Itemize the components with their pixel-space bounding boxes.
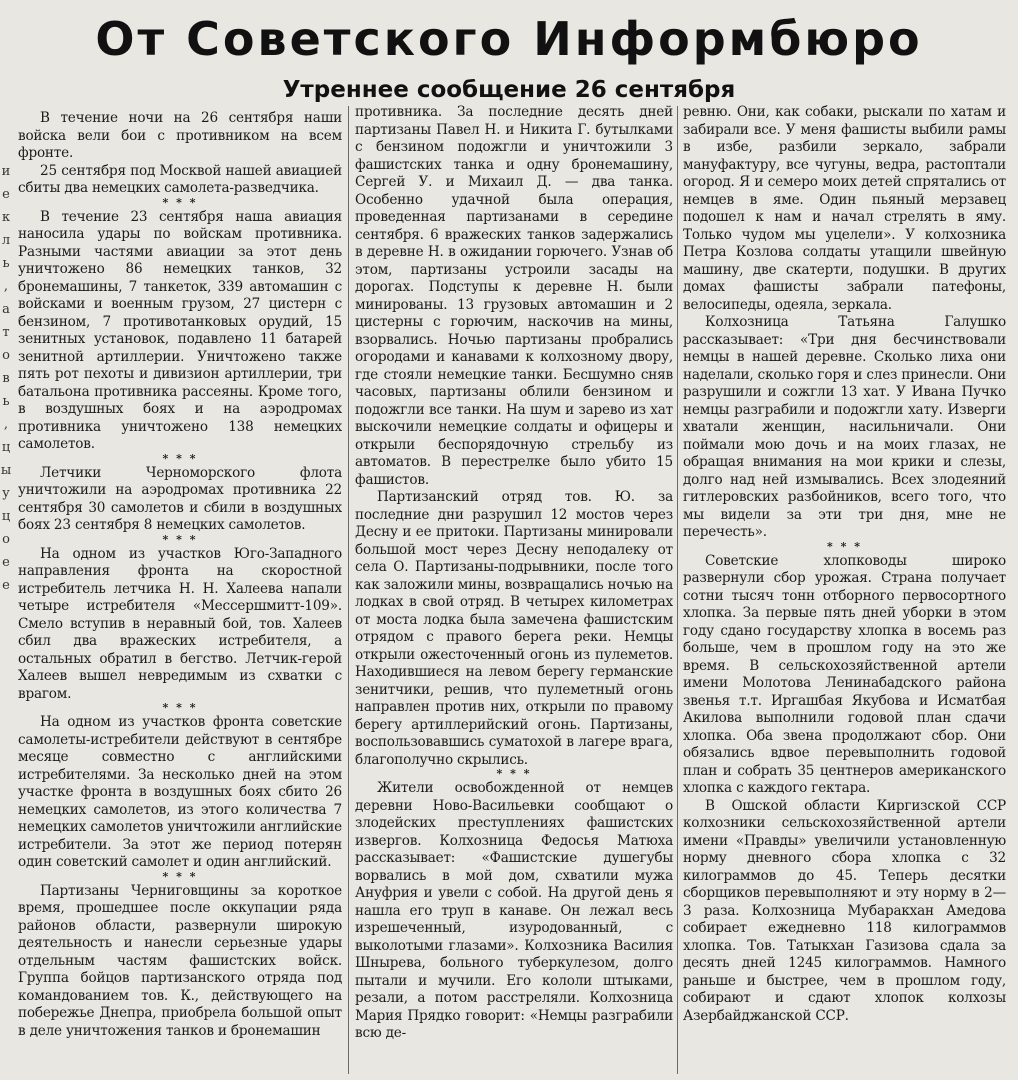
- section-separator: * * *: [496, 767, 532, 780]
- left-margin-fragment: и е к л ь , а т о в ь , ц ы у ц о е е: [0, 164, 12, 593]
- section-separator: * * *: [162, 532, 198, 546]
- article-paragraph: Летчики Черноморского флота уничтожили на аэродромах противника 22 сентября 30 самолетов и сбили в воздушных боях 23 сентября 8 немецких самолетов.: [18, 464, 342, 533]
- column-rule: [348, 106, 349, 1074]
- page-subtitle: Утреннее сообщение 26 сентября: [282, 77, 736, 103]
- article-paragraph: Жители освобожденной от немцев деревни Ново-Васильевки сообщают о злодейских преступлениях фашистских извергов. Колхозница Федосья Матюха рассказывает: «Фашистские душегубы ворвались в мой дом, схватили мужа Ануфрия и увели с собой. На другой день я нашла его труп в канаве. Он лежал весь изрешеченный, изуродованный, с выколотыми глазами». Колхозника Василия Шнырева, больного туберкулезом, долго пытали и мучили. Его кололи штыками, резали, а потом расстреляли. Колхозница Мария Прядко говорит: «Немцы разграбили всю де-: [355, 780, 673, 1041]
- article-paragraph: В течение 23 сентября наша авиация наносила удары по войскам противника. Разными частями авиации за этот день уничтожено 86 немецких танков, 32 бронемашины, 7 танкеток, 339 автомашин с войсками и военным грузом, 27 цистерн с бензином, 7 противотанковых орудий, 15 зенитных установок, подавлено 11 батарей зенитной артиллерии. Уничтожено также пять рот пехоты и дивизион артиллерии, три батальона противника рассеяны. Кроме того, в воздушных боях и на аэродромах противника уничтожено 138 немецких самолетов.: [18, 208, 342, 452]
- article-paragraph: На одном из участков фронта советские самолеты-истребители действуют в сентябре месяце совместно с английскими истребителями. За несколько дней на этом участке фронта в воздушных боях сбито 26 немецких самолетов, из этого количества 7 немецких самолетов уничтожили английские истребители. За этот же период потерян один советский самолет и один английский.: [18, 714, 342, 870]
- article-paragraph: ревню. Они, как собаки, рыскали по хатам и забирали все. У меня фашисты выбили рамы в избе, разбили зеркало, забрали мануфактуру, все чугуны, ведра, растоптали огород. Я и семеро моих детей спрятались от немцев в яме. Один пьяный мерзавец подошел к нам и начал стрелять в яму. Только чудом мы уцелели». У колхозника Петра Козлова солдаты утащили швейную машину, две скатерти, подушки. В других домах фашисты забрали патефоны, велосипеды, одеяла, зеркала.: [683, 104, 1006, 313]
- article-column-3: [683, 104, 1006, 1072]
- article-paragraph: Колхозница Татьяна Галушко рассказывает: «Три дня бесчинствовали немцы в нашей деревне. Сколько лиха они наделали, сколько горя и слез принесли. Они разрушили и сожгли 13 хат. У Ивана Пучко немцы разграбили и подожгли хату. Изверги хватали женщин, насильничали. Они поймали мою дочь и на моих глазах, не обращая внимания на мои крики и слезы, долго над ней измывались. Всех злодеяний гитлеровских разбойников, всего того, что мы видели за эти три дня, мне не перечесть».: [683, 314, 1006, 540]
- section-separator: * * *: [162, 701, 198, 714]
- article-paragraph: В Ошской области Киргизской ССР колхозники сельскохозяйственной артели имени «Правды» увеличили установленную норму дневного сбора хлопка с 32 килограммов до 45. Теперь десятки сборщиков перевыполняют и эту норму в 2—3 раза. Колхозница Мубаракхан Амедова собирает ежедневно 118 килограммов хлопка. Тов. Татыкхан Газизова сдала за десять дней 1245 килограммов. Намного раньше и быстрее, чем в прошлом году, собирают и сдают хлопок колхозы Азербайджанской ССР.: [683, 797, 1006, 1024]
- section-separator: * * *: [162, 451, 198, 465]
- section-separator: * * *: [162, 869, 198, 883]
- right-margin-edge: [1010, 0, 1018, 1080]
- article-paragraph: Партизанский отряд тов. Ю. за последние дни разрушил 12 мостов через Десну и ее притоки. Партизаны минировали большой мост через Десну неподалеку от села О. Партизаны-подрывники, после того как заложили мины, возвращались ночью на лодках в свой отряд. В четырех километрах от моста лодка была замечена фашистским отрядом с правого берега реки. Немцы открыли ожесточенный огонь из пулеметов. Находившиеся на левом берегу германские зенитчики, решив, что пулеметный огонь направлен против них, открыли по правому берегу артиллерийский огонь. Партизаны, воспользовавшись суматохой в лагере врага, благополучно скрылись.: [355, 489, 673, 768]
- article-column-2: [355, 104, 673, 1072]
- column-rule: [677, 106, 678, 1074]
- article-paragraph: Партизаны Черниговщины за короткое время, прошедшее после оккупации ряда районов области, развернули широкую деятельность и нанесли серьезные удары отдельным частям фашистских войск. Группа бойцов партизанского отряда под командованием тов. К., действующего на побережье Днепра, приобрела большой опыт в деле уничтожения танков и бронемашин: [18, 882, 342, 1039]
- article-paragraph: В течение ночи на 26 сентября наши войска вели бои с противником на всем фронте.: [18, 110, 342, 161]
- article-column-1: [18, 110, 342, 1078]
- article-paragraph: Советские хлопководы широко развернули сбор урожая. Страна получает сотни тысяч тонн отборного первосортного хлопка. За первые пять дней уборки в этом году сдано государству хлопка в восемь раз больше, чем в прошлом году на это же время. В сельскохозяйственной артели имени Молотова Ленинабадского района звенья т.т. Иргашбая Якубова и Исматбая Акилова выполнили годовой план сдачи хлопка. Оба звена продолжают сбор. Они обязались вдвое перевыполнить годовой план и собрать 35 центнеров американского хлопка с каждого гектара.: [683, 552, 1006, 796]
- section-separator: * * *: [162, 195, 198, 209]
- page-title: От Советского Информбюро: [95, 12, 923, 66]
- article-paragraph: противника. За последние десять дней партизаны Павел Н. и Никита Г. бутылками с бензином подожгли и уничтожили 3 фашистских танка и одну бронемашину, Сергей У. и Михаил Д. — два танка. Особенно удачной была операция, проведенная партизанами в середине сентября. 6 вражеских танков задержались в деревне Н. в ожидании горючего. Узнав об этом, партизаны устроили засады на дорогах. Подступы к деревне Н. были минированы. 13 грузовых автомашин и 2 цистерны с горючим, наскочив на мины, взорвались. Ночью партизаны пробрались огородами и канавами к колхозному двору, где стояли немецкие танки. Бесшумно сняв часовых, партизаны облили бензином и подожгли все танки. На шум и зарево из хат выскочили немецкие солдаты и офицеры и открыли беспорядочную стрельбу из автоматов. В перестрелке было убито 15 фашистов.: [355, 104, 673, 488]
- article-paragraph: 25 сентября под Москвой нашей авиацией сбиты два немецких самолета-разведчика.: [18, 162, 342, 196]
- section-separator: * * *: [827, 539, 862, 553]
- article-paragraph: На одном из участков Юго-Западного направления фронта на скоростной истребитель летчика Н. Н. Халеева напали четыре истребителя «Мессершмитт-109». Смело вступив в неравный бой, тов. Халеев сбил два вражеских истребителя, а остальных обратил в бегство. Летчик-герой Халеев вышел невредимым из схватки с врагом.: [18, 545, 342, 702]
